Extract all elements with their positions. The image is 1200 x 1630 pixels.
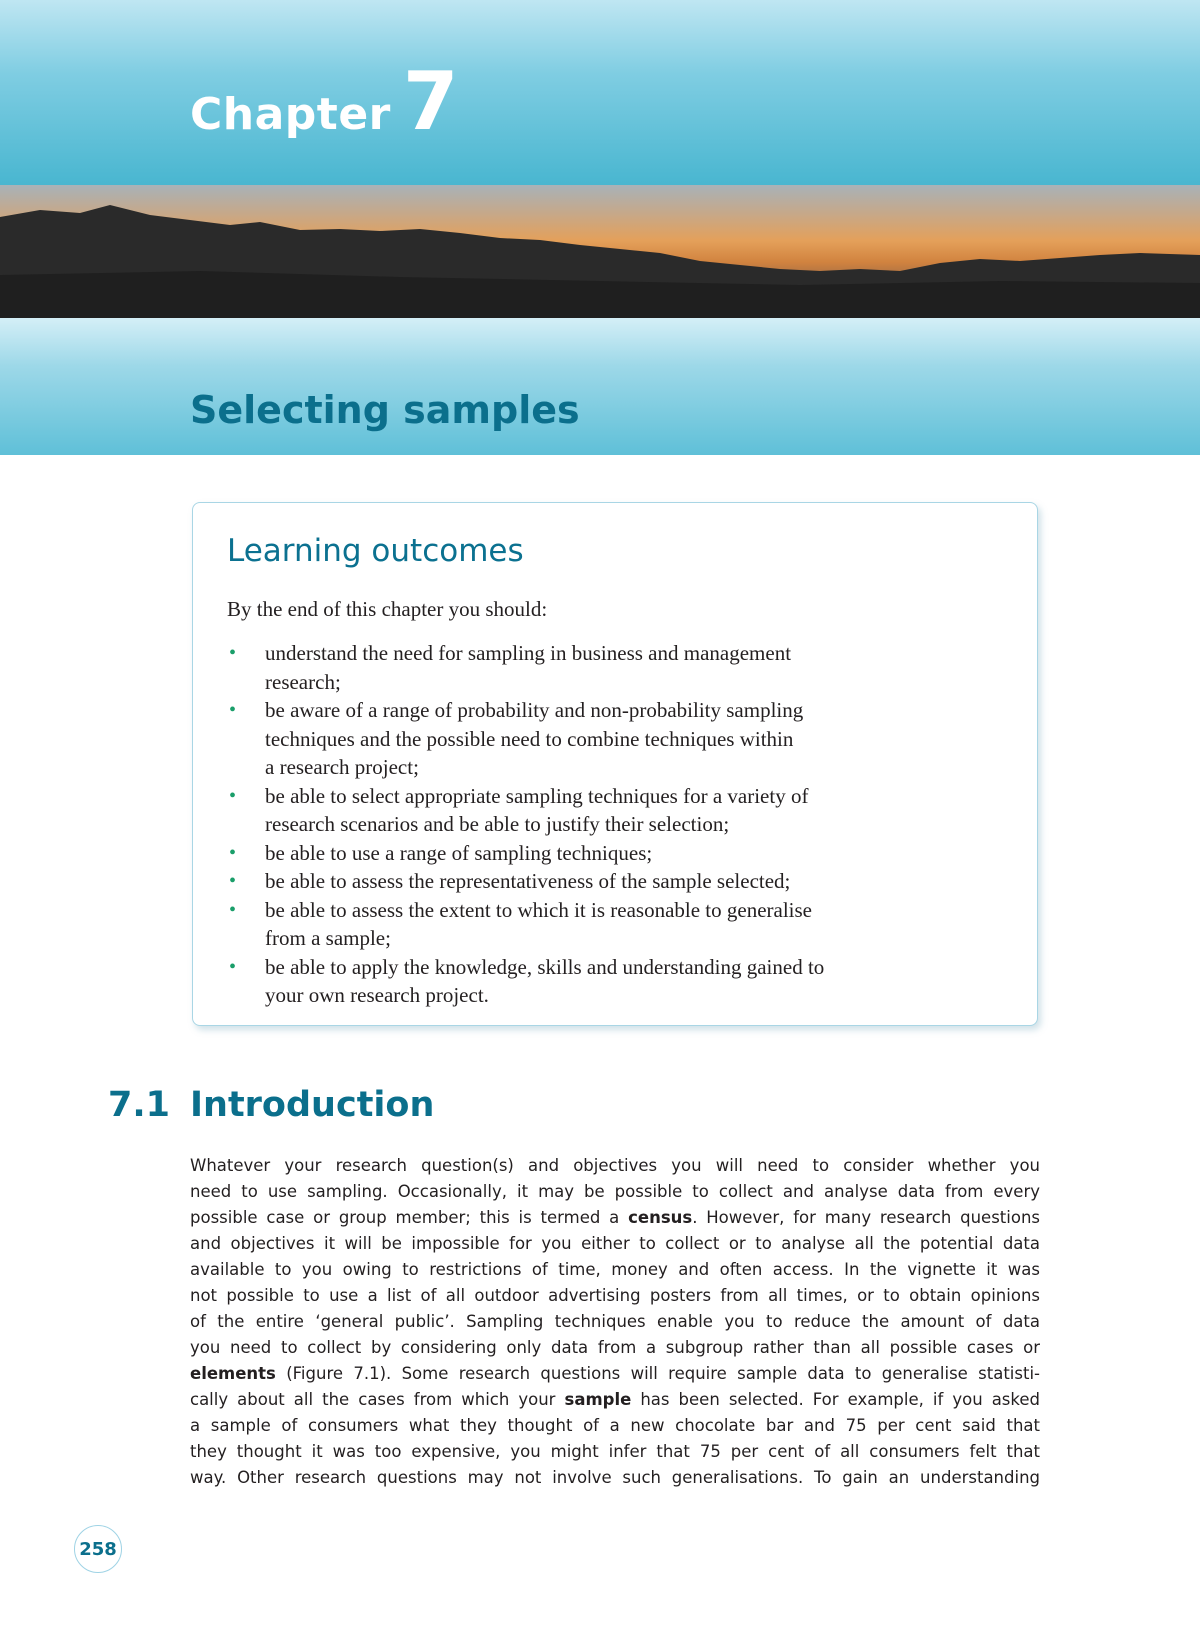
text-run: of the entire ‘general public’. Sampling techniques enable you to reduce the amount of data <box>190 1312 1040 1331</box>
section-number: 7.1 <box>108 1085 171 1125</box>
learning-outcome-item <box>227 639 1007 696</box>
text-run: a sample of consumers what they thought of a new chocolate bar and 75 per cent said that <box>190 1416 1040 1435</box>
learning-outcome-line: be able to select appropriate sampling techniques for a variety of <box>265 783 809 808</box>
learning-outcome-item <box>227 839 1007 868</box>
text-run: cally about all the cases from which your <box>190 1390 565 1409</box>
bullet-icon: • <box>229 841 237 864</box>
learning-outcome-line: a research project; <box>265 755 419 779</box>
section-title: Introduction <box>190 1085 435 1125</box>
learning-outcome-line: techniques and the possible need to combine techniques within <box>265 726 794 751</box>
key-term: elements <box>190 1364 276 1383</box>
body-line <box>190 1309 1040 1335</box>
body-line <box>190 1257 1040 1283</box>
learning-outcome-line: research; <box>265 669 341 694</box>
learning-outcome-item <box>227 782 1007 839</box>
sunset-landscape-image <box>0 185 1200 318</box>
key-term: census <box>628 1208 693 1227</box>
body-line <box>190 1387 1040 1413</box>
bullet-icon: • <box>229 699 237 721</box>
learning-outcome-item <box>227 896 1007 953</box>
chapter-title-band <box>0 318 1200 455</box>
text-run: . However, for many research questions <box>692 1208 1040 1227</box>
bullet-icon: • <box>229 955 237 978</box>
learning-outcome-line: research scenarios and be able to justify their selection; <box>265 812 730 836</box>
text-run: way. Other research questions may not involve such generalisations. To gain an understanding <box>190 1468 1040 1487</box>
body-line <box>190 1361 1040 1387</box>
learning-outcome-line: from a sample; <box>265 926 391 950</box>
text-run: you need to collect by considering only data from a subgroup rather than all possible cases or <box>190 1338 1040 1357</box>
body-line <box>190 1179 1040 1205</box>
key-term: sample <box>564 1390 632 1409</box>
bullet-icon: • <box>229 642 237 664</box>
text-run: not possible to use a list of all outdoor advertising posters from all times, or to obtain opinions <box>190 1286 1040 1305</box>
learning-outcome-line: be able to assess the extent to which it is reasonable to generalise <box>265 897 812 922</box>
learning-outcomes-list <box>227 639 1007 1010</box>
learning-outcome-line: be aware of a range of probability and non-probability sampling <box>265 698 804 722</box>
learning-outcomes-title: Learning outcomes <box>227 533 524 569</box>
page-number-badge <box>74 1525 122 1573</box>
learning-outcome-item <box>227 867 1007 896</box>
bullet-icon: • <box>229 784 237 807</box>
chapter-title: Selecting samples <box>190 388 580 432</box>
text-run: need to use sampling. Occasionally, it may be possible to collect and analyse data from every <box>190 1182 1040 1201</box>
bullet-icon: • <box>229 898 237 921</box>
body-line <box>190 1335 1040 1361</box>
learning-outcome-item <box>227 696 1007 782</box>
learning-outcome-line: your own research project. <box>265 983 489 1007</box>
body-line <box>190 1231 1040 1257</box>
section-heading <box>108 1085 434 1125</box>
chapter-header-band <box>0 0 1200 185</box>
text-run: and objectives it will be impossible for you either to collect or to analyse all the potential data <box>190 1234 1040 1253</box>
body-line <box>190 1153 1040 1179</box>
bullet-icon: • <box>229 870 237 892</box>
text-run: Whatever your research question(s) and objectives you will need to consider whether you <box>190 1156 1040 1175</box>
text-run: possible case or group member; this is termed a <box>190 1208 629 1227</box>
body-line <box>190 1439 1040 1465</box>
text-run: available to you owing to restrictions of time, money and often access. In the vignette it was <box>190 1260 1040 1279</box>
text-run: they thought it was too expensive, you might infer that 75 per cent of all consumers felt that <box>190 1442 1040 1461</box>
learning-outcomes-box <box>192 502 1038 1026</box>
learning-outcome-item <box>227 953 1007 1010</box>
learning-outcome-line: be able to assess the representativeness of the sample selected; <box>265 869 791 893</box>
chapter-word: Chapter <box>190 89 391 140</box>
text-run: (Figure 7.1). Some research questions will require sample data to generalise statisti- <box>275 1364 1040 1383</box>
learning-outcomes-lead: By the end of this chapter you should: <box>227 597 548 621</box>
body-line <box>190 1205 1040 1231</box>
learning-outcome-line: understand the need for sampling in business and management <box>265 641 792 665</box>
page-number: 258 <box>79 1538 117 1560</box>
chapter-heading <box>190 55 459 148</box>
body-paragraph <box>190 1153 1040 1491</box>
learning-outcome-line: be able to use a range of sampling techniques; <box>265 840 653 865</box>
chapter-number: 7 <box>402 55 459 148</box>
body-line <box>190 1283 1040 1309</box>
body-line <box>190 1465 1040 1491</box>
text-run: has been selected. For example, if you asked <box>631 1390 1040 1409</box>
learning-outcome-line: be able to apply the knowledge, skills and understanding gained to <box>265 954 825 979</box>
body-line <box>190 1413 1040 1439</box>
